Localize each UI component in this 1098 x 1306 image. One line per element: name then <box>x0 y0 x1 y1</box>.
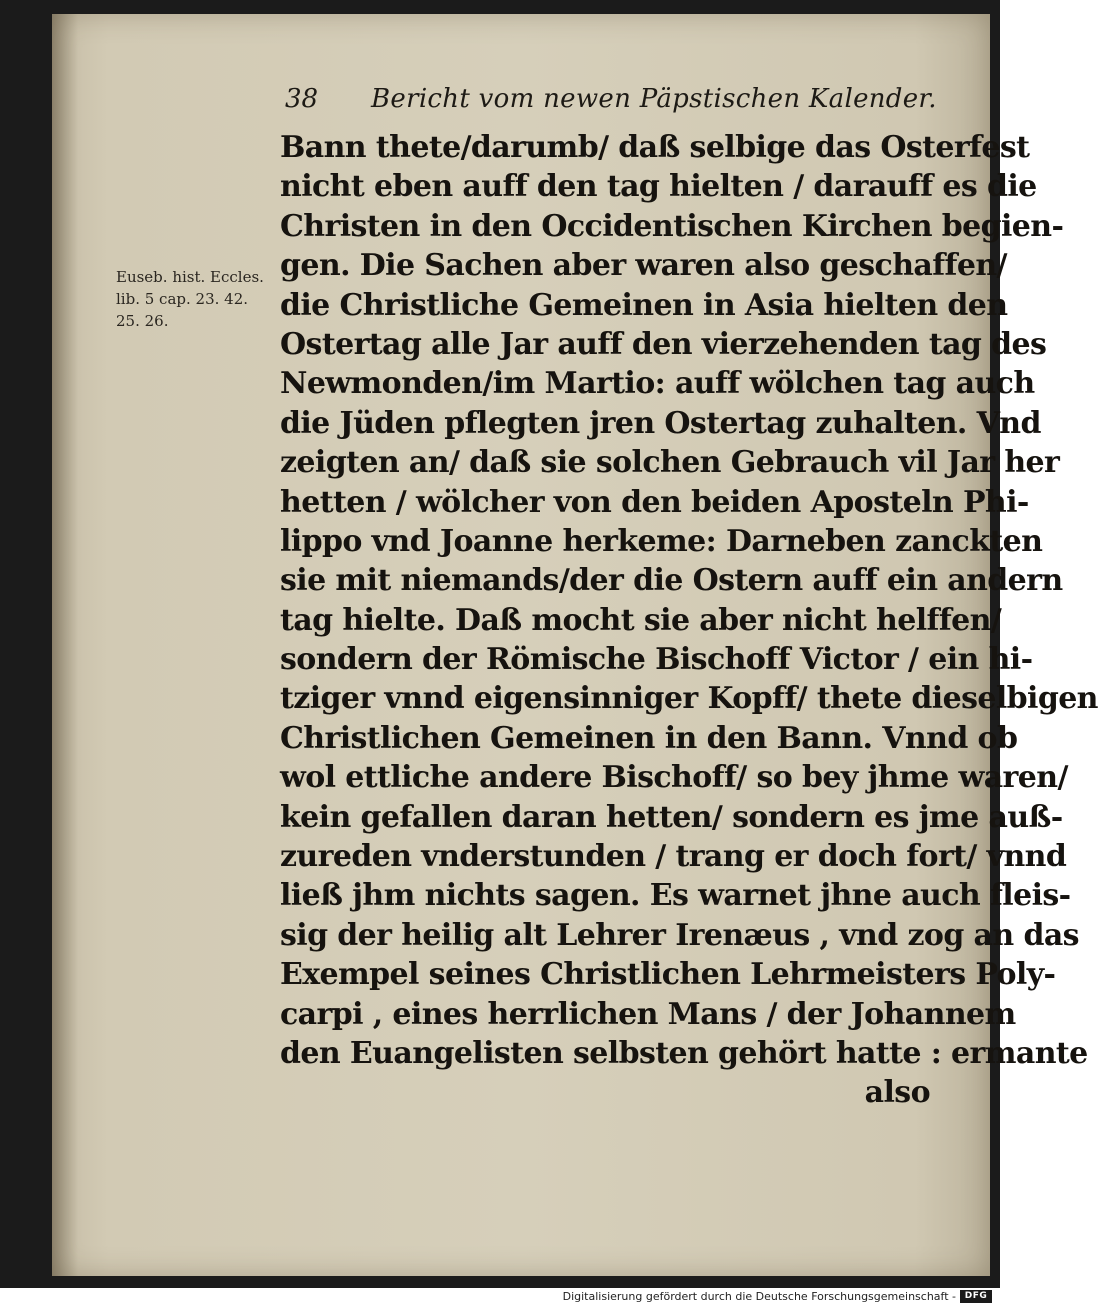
text-line: ließ jhm nichts sagen. Es warnet jhne auch fleis- <box>280 878 1071 914</box>
text-line: kein gefallen daran hetten/ sondern es jme auß- <box>280 799 1063 835</box>
running-title: Bericht vom newen Päpstischen Kalender. <box>371 84 937 114</box>
marginal-note-line: lib. 5 cap. 23. 42. <box>116 290 249 308</box>
text-line: sig der heilig alt Lehrer Irenæus , vnd zog an das <box>280 917 1079 953</box>
funding-credit: Digitalisierung gefördert durch die Deutsche Forschungsgemeinschaft - <box>562 1290 956 1303</box>
text-line: Newmonden/im Martio: auff wölchen tag auch <box>280 366 1035 402</box>
text-line: hetten / wölcher von den beiden Aposteln Phi- <box>280 484 1029 520</box>
text-line: zeigten an/ daß sie solchen Gebrauch vil Jar her <box>280 445 1060 481</box>
page-header <box>285 84 937 124</box>
page-number: 38 <box>285 84 319 114</box>
text-line: sie mit niemands/der die Ostern auff ein andern <box>280 563 1063 599</box>
text-line: Christlichen Gemeinen in den Bann. Vnnd ob <box>280 720 1018 756</box>
marginal-note <box>116 266 278 332</box>
text-line: Bann thete/darumb/ daß selbige das Osterfest <box>280 130 1030 165</box>
text-line: lippo vnd Joanne herkeme: Darneben zanckten <box>280 523 1043 559</box>
text-line: sondern der Römische Bischoff Victor / ein hi- <box>280 642 1033 678</box>
text-line: Ostertag alle Jar auff den vierzehenden tag des <box>280 326 1047 362</box>
text-line: nicht eben auff den tag hielten / darauff es die <box>280 169 1037 205</box>
text-line: die Christliche Gemeinen in Asia hielten den <box>280 287 1008 323</box>
marginal-note-line: 25. 26. <box>116 312 169 330</box>
text-line: Exempel seines Christlichen Lehrmeisters Poly- <box>280 957 1056 993</box>
body-text <box>280 128 1098 1113</box>
text-line: zureden vnderstunden / trang er doch fort/ vnnd <box>280 839 1067 875</box>
text-line: die Jüden pflegten jren Ostertag zuhalten. Vnd <box>280 405 1041 441</box>
text-line: wol ettliche andere Bischoff/ so bey jhme waren/ <box>280 760 1068 796</box>
dfg-logo: DFG <box>960 1290 992 1303</box>
text-line: den Euangelisten selbsten gehört hatte : ermante <box>280 1035 1088 1071</box>
page-gutter-shadow <box>52 14 78 1276</box>
text-line: tziger vnnd eigensinniger Kopff/ thete dieselbigen <box>280 681 1098 717</box>
marginal-note-line: Euseb. hist. Eccles. <box>116 268 264 286</box>
text-line: gen. Die Sachen aber waren also geschaffen/ <box>280 248 1007 284</box>
text-line: Christen in den Occidentischen Kirchen begien- <box>280 208 1064 244</box>
footer-bar <box>0 1288 1000 1306</box>
text-line: tag hielte. Daß mocht sie aber nicht helffen/ <box>280 602 1002 638</box>
text-line: carpi , eines herrlichen Mans / der Johannem <box>280 996 1016 1032</box>
catchword: also <box>864 1075 930 1111</box>
